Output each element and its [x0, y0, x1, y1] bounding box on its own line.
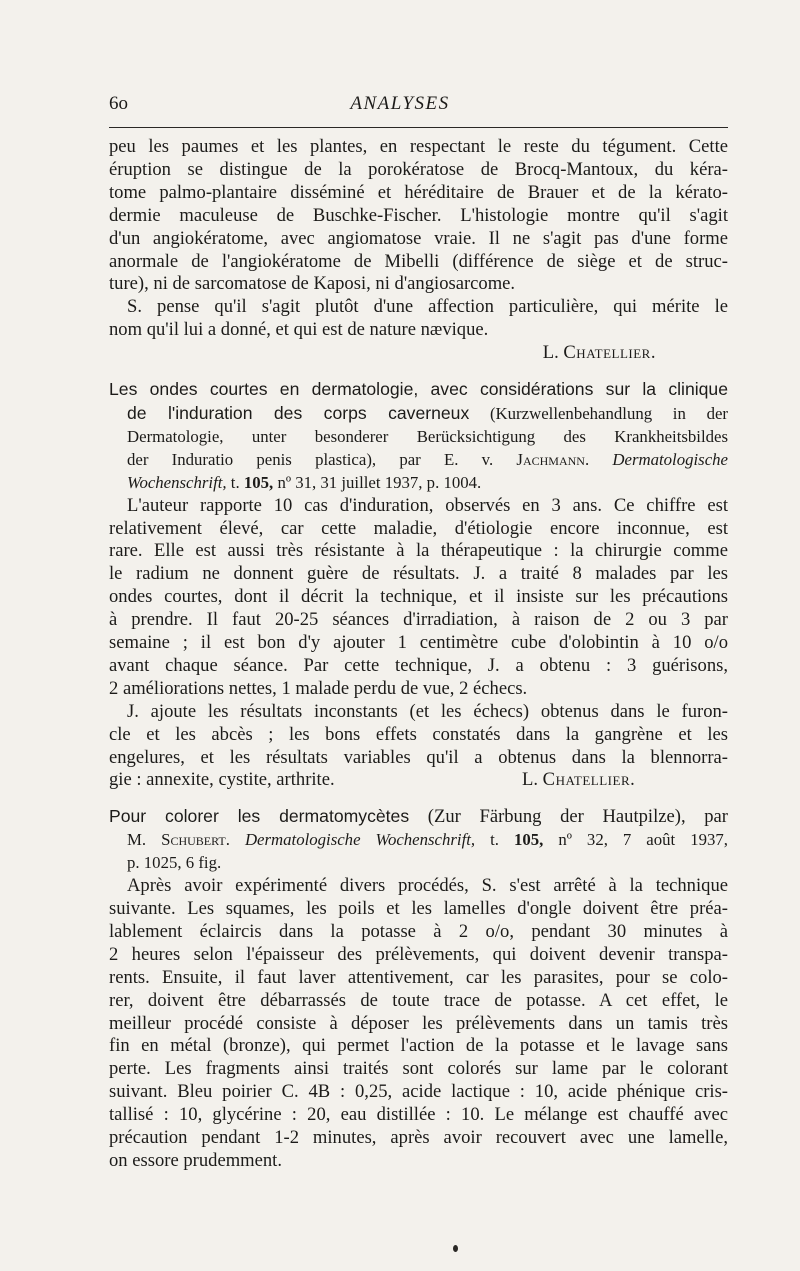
- text-line: anormale de l'angiokératome de Mibelli (différence de siège et de struc-: [109, 250, 728, 272]
- article-title: der Induratio penis plastica), par E. v. Jachmann. Dermatologische: [127, 449, 728, 469]
- text-line: perte. Les fragments ainsi traités sont colorés sur lame par le colorant: [109, 1058, 728, 1080]
- text-line: suivante. Les squames, les poils et les lamelles d'ongle doivent être préa-: [109, 898, 728, 919]
- text-line: semaine ; il est bon d'y ajouter 1 centimètre cube d'olobintin à 10 o/o: [109, 632, 728, 654]
- ink-spot: [453, 1245, 458, 1252]
- text-line: tome palmo-plantaire disséminé et héréditaire de Brauer et de la kérato-: [109, 181, 728, 203]
- signature: L. Chatellier.: [542, 342, 656, 364]
- text-line: 2 heures selon l'épaisseur des prélèvements, qui doivent devenir transpa-: [109, 943, 728, 965]
- text-line: avant chaque séance. Par cette technique, J. a obtenu : 3 guérisons,: [109, 654, 728, 676]
- text-line: peu les paumes et les plantes, en respectant le reste du tégument. Cette: [109, 136, 728, 157]
- text-line: J. ajoute les résultats inconstants (et les échecs) obtenus dans le furon-: [127, 700, 728, 722]
- article-title: de l'induration des corps caverneux (Kurzwellenbehandlung in der: [127, 402, 728, 423]
- text-line: relativement élevé, car cette maladie, d'étiologie encore inconnue, est: [109, 517, 728, 539]
- text-line: Après avoir expérimenté divers procédés, S. s'est arrêté à la technique: [127, 875, 728, 897]
- text-line: cle et les abcès ; les bons effets constatés dans la gangrène et les: [109, 723, 728, 745]
- text-line: L'auteur rapporte 10 cas d'induration, observés en 3 ans. Ce chiffre est: [127, 494, 728, 516]
- text-line: éruption se distingue de la porokératose de Brocq-Mantoux, du kéra-: [109, 158, 728, 180]
- article-1: [109, 136, 728, 365]
- text-line: ture), ni de sarcomatose de Kaposi, ni d'angiosarcome.: [109, 273, 516, 295]
- article-2: [109, 378, 728, 792]
- text-line: gie : annexite, cystite, arthrite. L. Chatellier.: [109, 769, 636, 791]
- text-line: dermie maculeuse de Buschke-Fischer. L'histologie montre qu'il s'agit: [109, 204, 728, 226]
- signature: L. Chatellier.: [522, 769, 636, 791]
- article-3: [109, 805, 728, 1173]
- page-number: 6o: [109, 93, 128, 114]
- text-line: rents. Ensuite, il faut laver attentivement, car les parasites, pour se colo-: [109, 966, 728, 988]
- article-title: Dermatologie, unter besonderer Berücksichtigung des Krankheitsbildes: [127, 426, 728, 446]
- article-title: Pour colorer les dermatomycètes (Zur Färbung der Hautpilze), par: [109, 806, 728, 828]
- text-line: rer, doivent être débarrassés de toute trace de potasse. A cet effet, le: [109, 989, 728, 1011]
- text-line: le radium ne donnent guère de résultats. J. a traité 8 malades par les: [109, 563, 728, 585]
- text-line: précaution pendant 1-2 minutes, après avoir recouvert avec une lamelle,: [109, 1127, 728, 1149]
- article-title: p. 1025, 6 fig.: [127, 853, 222, 873]
- text-line: suivant. Bleu poirier C. 4B : 0,25, acide lactique : 10, acide phénique cris-: [109, 1081, 728, 1103]
- text-line: on essore prudemment.: [109, 1149, 282, 1171]
- text-line: fin en métal (bronze), qui permet l'action de la potasse et le lavage sans: [109, 1035, 728, 1057]
- text-line: rare. Elle est aussi très résistante à la thérapeutique : la chirurgie comme: [109, 540, 728, 562]
- text-line: tallisé : 10, glycérine : 20, eau distillée : 10. Le mélange est chauffé avec: [109, 1104, 728, 1126]
- article-title: Les ondes courtes en dermatologie, avec considérations sur la clinique: [109, 379, 728, 400]
- text-line: engelures, et les résultats variables qu'il a obtenus dans la blennorra-: [109, 746, 728, 768]
- article-title: Wochenschrift, t. 105, nº 31, 31 juillet 1937, p. 1004.: [127, 472, 482, 492]
- article-title: M. Schubert. Dermatologische Wochenschrift, t. 105, nº 32, 7 août 1937,: [127, 830, 728, 850]
- text-line: S. pense qu'il s'agit plutôt d'une affection particulière, qui mérite le: [127, 296, 728, 318]
- text-line: 2 améliorations nettes, 1 malade perdu de vue, 2 échecs.: [109, 677, 528, 699]
- text-line: à prendre. Il faut 20-25 séances d'irradiation, à raison de 2 ou 3 par: [109, 609, 728, 631]
- page-content: [109, 136, 728, 1173]
- header-rule: [109, 127, 728, 128]
- running-head: ANALYSES: [350, 93, 450, 114]
- text-line: lablement éclaircis dans la potasse à 2 o/o, pendant 30 minutes à: [109, 920, 728, 942]
- text-line: d'un angiokératome, avec angiomatose vraie. Il ne s'agit pas d'une forme: [109, 227, 728, 249]
- text-line: meilleur procédé consiste à déposer les prélèvements dans un tamis très: [109, 1012, 728, 1034]
- text-line: nom qu'il lui a donné, et qui est de nature nævique.: [109, 319, 489, 341]
- text-line: ondes courtes, dont il décrit la technique, et il insiste sur les précautions: [109, 586, 728, 608]
